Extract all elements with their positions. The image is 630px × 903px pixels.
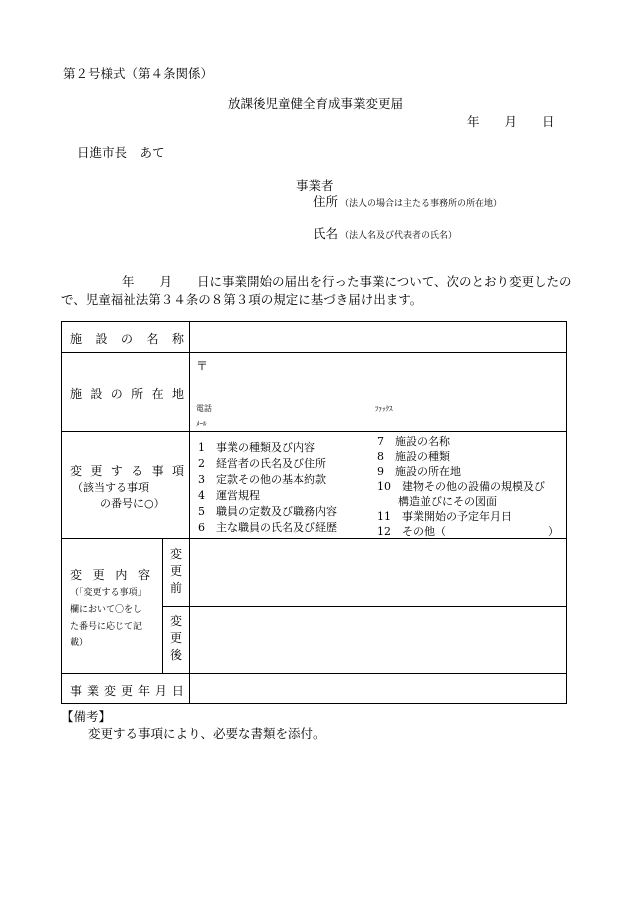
change-item-10-continued: 構造並びにその図面 (398, 495, 497, 508)
name-label: 氏名 (313, 226, 339, 241)
before-content-field[interactable] (190, 539, 566, 605)
change-item-4[interactable]: 4 運営規程 (198, 489, 260, 502)
applicant-label: 事業者 (296, 178, 334, 193)
phone-field[interactable] (217, 399, 367, 413)
facility-location-label: 施 設 の 所 在 地 (70, 387, 184, 401)
change-item-8[interactable]: 8 施設の種類 (377, 450, 450, 463)
document-title: 放課後児童健全育成事業変更届 (228, 96, 404, 111)
change-item-12[interactable]: 12 その他（ (377, 525, 446, 538)
change-items-sublabel-1: （該当する事項 (72, 481, 149, 494)
mail-label: ﾒｰﾙ (196, 420, 207, 428)
address-label: 住所 (313, 194, 339, 209)
remarks-heading: 【備考】 (61, 709, 112, 724)
postal-mark: 〒 (196, 359, 209, 373)
change-item-7[interactable]: 7 施設の名称 (377, 435, 450, 448)
change-items-sublabel-2: の番号に○） (100, 497, 165, 510)
phone-label: 電話 (196, 404, 212, 413)
other-item-field[interactable] (440, 523, 546, 537)
row-divider (62, 431, 567, 432)
form-table (61, 321, 567, 704)
change-date-label: 事 業 変 更 年 月 日 (70, 684, 184, 698)
change-content-label: 変 更 内 容 (70, 568, 150, 582)
change-content-note-3: た番号に応じて記 (70, 622, 143, 632)
remarks-text: 変更する事項により、必要な書類を添付。 (88, 726, 326, 741)
row-divider (62, 352, 567, 353)
address-note: （法人の場合は主たる事務所の所在地） (340, 199, 503, 209)
mail-field[interactable] (217, 415, 557, 429)
after-content-field[interactable] (190, 607, 566, 672)
address-field[interactable] (212, 355, 562, 375)
change-item-12-close: ） (548, 525, 559, 538)
change-item-6[interactable]: 6 主な職員の氏名及び経歴 (198, 521, 337, 534)
change-item-2[interactable]: 2 経営者の氏名及び住所 (198, 457, 326, 470)
body-text-line-2: で、児童福祉法第３４条の８第３項の規定に基づき届け出ます。 (61, 292, 423, 307)
column-divider (189, 322, 190, 538)
change-items-label: 変 更 す る 事 項 (70, 464, 184, 478)
facility-name-label: 施 設 の 名 称 (70, 332, 184, 346)
facility-name-field[interactable] (190, 323, 566, 351)
body-text-line-1: 年 月 日に事業開始の届出を行った事業について、次のとおり変更したの (122, 274, 572, 289)
change-item-3[interactable]: 3 定款その他の基本約款 (198, 473, 326, 486)
change-content-note-1: （「変更する事項」 (70, 588, 147, 598)
change-date-field[interactable] (190, 674, 566, 703)
change-item-11[interactable]: 11 事業開始の予定年月日 (377, 510, 512, 523)
fax-label: ﾌｧｯｸｽ (375, 405, 393, 413)
change-item-9[interactable]: 9 施設の所在地 (377, 465, 461, 478)
column-divider (162, 538, 163, 673)
change-item-5[interactable]: 5 職員の定数及び職務内容 (198, 505, 337, 518)
form-number: 第２号様式（第４条関係） (63, 66, 214, 81)
fax-field[interactable] (400, 399, 560, 413)
change-content-note-4: 載） (70, 638, 89, 648)
addressee: 日進市長 あて (77, 145, 165, 160)
after-label: 変更後 (169, 614, 182, 662)
change-item-10[interactable]: 10 建物その他の設備の規模及び (377, 480, 545, 493)
change-content-note-2: 欄において〇をし (70, 605, 143, 615)
before-label: 変更前 (169, 547, 182, 595)
name-note: （法人名及び代表者の氏名） (340, 231, 458, 241)
change-item-1[interactable]: 1 事業の種類及び内容 (198, 441, 315, 454)
date-line: 年 月 日 (467, 114, 555, 129)
